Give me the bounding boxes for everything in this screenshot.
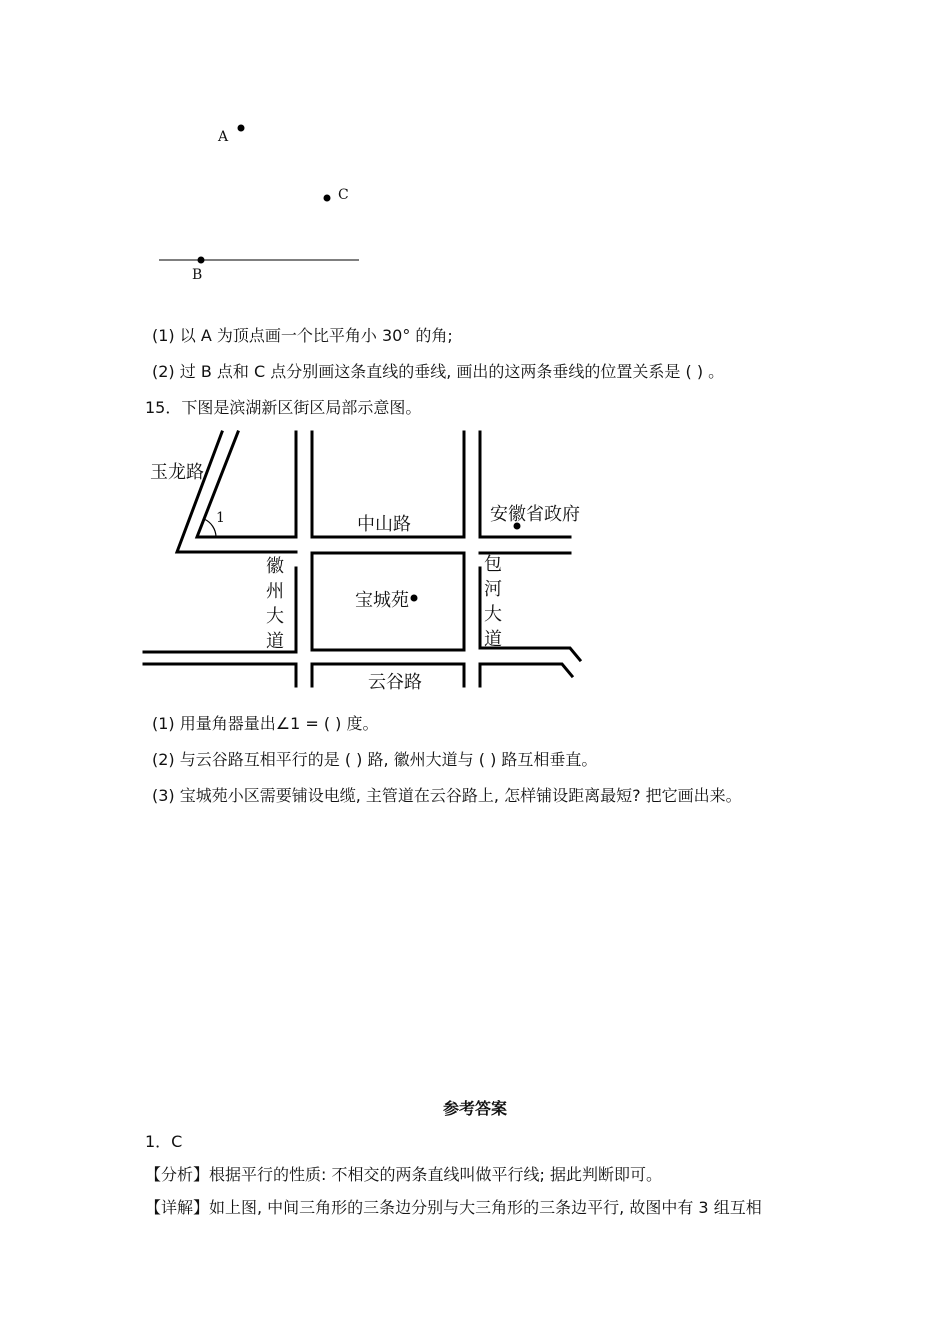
q15-part3: (3) 宝城苑小区需要铺设电缆, 主管道在云谷路上, 怎样铺设距离最短? 把它画出来。: [152, 786, 742, 805]
q15-part1: (1) 用量角器量出∠1 = ( ) 度。: [152, 714, 379, 733]
label-b: B: [192, 267, 203, 283]
angle-1-label: 1: [216, 510, 225, 526]
yungu-road-label: 云谷路: [368, 672, 422, 693]
baocheng-label: 宝城苑: [355, 590, 409, 611]
bottom-left-block: [144, 664, 296, 686]
huizhou-avenue-label: 徽州大道: [266, 556, 284, 652]
q14-part1: (1) 以 A 为顶点画一个比平角小 30° 的角;: [152, 326, 453, 345]
q14-part2: (2) 过 B 点和 C 点分别画这条直线的垂线, 画出的这两条垂线的位置关系是 ( ) 。: [152, 362, 725, 381]
zhongshan-road-label: 中山路: [357, 514, 411, 535]
q15-part2: (2) 与云谷路互相平行的是 ( ) 路, 徽州大道与 ( ) 路互相垂直。: [152, 750, 598, 769]
answer-detail: 【详解】如上图, 中间三角形的三条边分别与大三角形的三条边平行, 故图中有 3 组互相: [145, 1198, 762, 1217]
answers-heading: 参考答案: [442, 1099, 507, 1118]
yulong-road-outer: [177, 432, 296, 552]
answer-analysis: 【分析】根据平行的性质: 不相交的两条直线叫做平行线; 据此判断即可。: [145, 1165, 662, 1184]
yulong-road-label: 玉龙路: [150, 462, 204, 483]
q15-title: 15．下图是滨湖新区街区局部示意图。: [145, 398, 422, 417]
label-a: A: [218, 129, 229, 145]
bottom-right-block: [480, 664, 572, 686]
label-c: C: [338, 187, 349, 203]
top-left-block: [197, 432, 296, 537]
baohe-avenue-label: 包河大道: [484, 554, 502, 650]
anhui-gov-label: 安徽省政府: [490, 504, 580, 525]
baocheng-dot: [411, 595, 418, 602]
answer-item-1: 1．C: [145, 1132, 183, 1151]
angle-1-arc: [204, 519, 216, 537]
